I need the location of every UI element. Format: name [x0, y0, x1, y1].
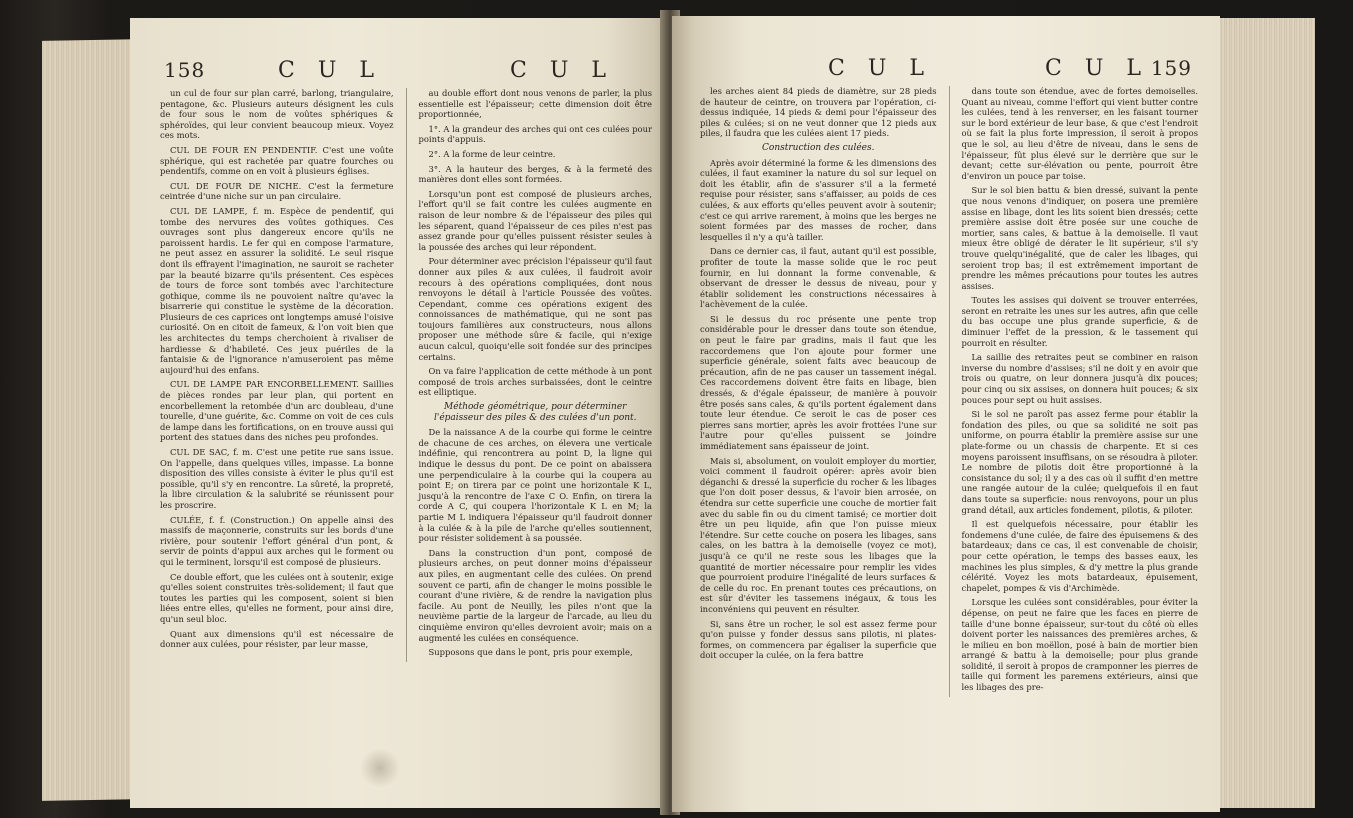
paragraph: On va faire l'application de cette méthode à un pont composé de trois arches surbaissées, dont le ceintre est elliptique. [418, 366, 652, 398]
right-page [672, 16, 1220, 812]
left-page-header [160, 54, 652, 88]
paragraph: Construction des culées. [762, 142, 875, 153]
paragraph: Supposons que dans le pont, pris pour exemple, [428, 647, 633, 658]
ink-smudge [360, 748, 400, 788]
paragraph: CUL DE LAMPE, f. m. Espèce de pendentif, qui tombe des nervures des voûtes gothiques. Ces ouvrages sont plus dangereux encore qu'ils ne paroissent hardis. Le fer qui en compose l'armature, ne peut assez en assurer la solidité. Le seul risque dont ils effrayent l'imagination, ne sauroit se racheter par la beauté bizarre qu'ils présentent. Ces espèces de tours de force sont tombés avec l'architecture gothique, comme ils ne pouvoient naître qu'avec la bisarrerie qui constitue le système de la décoration. Plusieurs de ces caprices ont longtemps amusé l'oisive curiosité. On en citoit de fameux, & l'on voit bien que les architectes du temps cherchoient à rivaliser de hardiesse & d'habileté. Ces jeux puériles de la fantaisie & de l'ignorance n'amuseroient pas même aujourd'hui des enfans. [160, 205, 394, 375]
column-rule [406, 88, 407, 662]
paragraph: Quant aux dimensions qu'il est nécessaire de donner aux culées, pour résister, par leur masse, [160, 628, 394, 650]
right-column-1 [700, 86, 937, 697]
paragraph: Méthode géométrique, pour déterminer l'épaisseur des piles & des culées d'un pont. [433, 402, 637, 423]
paragraph: 3°. A la hauteur des berges, & à la fermeté des manières dont elles sont formées. [418, 163, 652, 185]
paragraph: les arches aient 84 pieds de diamètre, sur 28 pieds de hauteur de ceintre, on trouvera par l'opération, ci-dessus indiquée, 14 pieds & demi pour l'épaisseur des piles & culées; si on ne veut donner que 12 pieds aux piles, il faudra que les culées aient 17 pieds. [700, 86, 937, 139]
paragraph: CUL DE FOUR EN PENDENTIF. C'est une voûte sphérique, qui est rachetée par quatre fourches ou pendentifs, comme on en voit à plusieurs églises. [160, 144, 394, 177]
paragraph: au double effort dont nous venons de parler, la plus essentielle est l'épaisseur; cette dimension doit être proportionnée, [418, 88, 652, 120]
left-running-head-1: C U L [278, 58, 382, 83]
paragraph: Lorsqu'un pont est composé de plusieurs arches, l'effort qu'il se fait contre les culées augmente en raison de leur nombre & de l'épaisseur des piles qui les séparent, quand l'épaisseur de ces piles n'est pas assez grande pour qu'elles puissent résister seules à la poussée des arches qui leur répondent. [418, 188, 652, 252]
paragraph: 1°. A la grandeur des arches qui ont ces culées pour points d'appuis. [418, 123, 652, 145]
paragraph: Si le dessus du roc présente une pente trop considérable pour le dresser dans toute son étendue, on peut le faire par gradins, mais il faut que les raccordemens que l'on ajoute pour former une superficie générale, soient faits avec beaucoup de précaution, afin de ne pas causer un tassement inégal. Ces raccordemens doivent être faits en libage, bien dressés, & d'égale épaisseur, de manière à pouvoir être posés sans cales, & qu'ils portent également dans toute leur étendue. Ce seroit le cas de poser ces pierres sans mortier, après les avoir frottées l'une sur l'autre pour qu'elles puissent se joindre immédiatement sans épaisseur de joint. [700, 313, 937, 451]
paragraph: Si, sans être un rocher, le sol est assez ferme pour qu'on puisse y fonder dessus sans pilotis, ni plates-formes, on commencera par égaliser la superficie que doit occuper la culée, on la fera battre [700, 618, 937, 661]
paragraph: Ce double effort, que les culées ont à soutenir, exige qu'elles soient construites très-solidement; il faut que toutes les parties qui les composent, soient si bien liées entre elles, qu'elles ne forment, pour ainsi dire, qu'un seul bloc. [160, 571, 394, 624]
column-rule [949, 86, 950, 697]
paragraph: 2°. A la forme de leur ceintre. [428, 148, 556, 159]
right-column-2 [962, 86, 1199, 697]
paragraph: un cul de four sur plan carré, barlong, triangulaire, pentagone, &c. Plusieurs auteurs désignent les culs de four sous le nom de voûtes sphériques & sphéroïdes, qui leur convient beaucoup mieux. Voyez ces mots. [160, 88, 394, 141]
paragraph: La saillie des retraites peut se combiner en raison inverse du nombre d'assises; s'il ne doit y en avoir que trois ou quatre, on leur donnera jusqu'à dix pouces; pour cinq ou six assises, on donnera huit pouces; & six pouces pour sept ou huit assises. [961, 352, 1198, 405]
right-page-header [700, 52, 1198, 86]
paragraph: CULÉE, f. f. (Construction.) On appelle ainsi des massifs de maçonnerie, construits sur les bords d'une rivière, pour soutenir l'effort général d'un pont, & servir de points d'appui aux arches qui le forment ou qui le terminent, lorsqu'il est composé de plusieurs. [160, 514, 394, 567]
left-page [130, 18, 670, 808]
paragraph: Dans ce dernier cas, il faut, autant qu'il est possible, profiter de toute la masse solide que le roc peut fournir, en lui donnant la forme convenable, & observant de dresser le dessus de niveau, pour y établir solidement les constructions nécessaires à l'achèvement de la culée. [700, 246, 937, 310]
right-running-head-2: C U L [1045, 56, 1149, 81]
right-page-number: 159 [1150, 56, 1192, 80]
left-column-2 [419, 88, 653, 662]
paragraph: CUL DE SAC, f. m. C'est une petite rue sans issue. On l'appelle, dans quelques villes, impasse. La bonne disposition des villes consiste à éviter le plus qu'il est possible, qu'il s'y en rencontre. La sûreté, la propreté, la libre circulation & la salubrité se réunissent pour les proscrire. [160, 447, 394, 510]
left-page-edges [42, 39, 142, 801]
paragraph: Toutes les assises qui doivent se trouver enterrées, seront en retraite les unes sur les autres, afin que celle du bas occupe une plus grande superficie, & de diminuer l'effet de la pression, & le tassement qui pourroit en résulter. [961, 295, 1198, 348]
paragraph: Si le sol ne paroît pas assez ferme pour établir la fondation des piles, ou que sa solidité ne soit pas uniforme, on pourra établir la première assise sur une plate-forme ou un chassis de charpente. Et si ces moyens paroissent insuffisans, on se résoudra à piloter. Le nombre de pilotis doit être proportionné à la consistance du sol; il y a des cas où il suffit d'en mettre une rangée autour de la culée; quelquefois il en faut dans toute sa superficie: nous renvoyons, pour un plus grand détail, aux articles fondement, pilotis, & piloter. [961, 409, 1198, 515]
paragraph: dans toute son étendue, avec de fortes demoiselles. Quant au niveau, comme l'effort qui vient butter contre les culées, tend à les renverser, en les faisant tourner sur le bord extérieur de leur base, & que c'est l'endroit où se fait la plus forte impression, il seroit à propos que le sol, au lieu d'être de niveau, dans le sens de l'épaisseur, fût plus élevé sur le derrière que sur le devant; cette sur-élévation ou pente, pourroit être d'environ un pouce par toise. [961, 86, 1198, 181]
paragraph: CUL DE LAMPE PAR ENCORBELLEMENT. Saillies de pièces rondes par leur plan, qui portent en encorbellement la retombée d'un arc doubleau, d'une tourelle, d'une guérite, &c. Comme on voit de ces culs de lampe dans les fortifications, on en trouve aussi qui portent des statues dans des niches peu profondes. [160, 379, 394, 443]
paragraph: Pour déterminer avec précision l'épaisseur qu'il faut donner aux piles & aux culées, il faudroit avoir recours à des opérations compliquées, dont nous renvoyons le détail à l'article Poussée des voûtes. Cependant, comme ces opérations exigent des connoissances de mathématique, qui ne sont pas toujours familières aux constructeurs, nous allons proposer une méthode sûre & facile, qui n'exige aucun calcul, quoiqu'elle soit fondée sur des principes certains. [418, 256, 652, 362]
paragraph: Après avoir déterminé la forme & les dimensions des culées, il faut examiner la nature du sol sur lequel on doit les établir, afin de s'assurer s'il a la fermeté requise pour résister, sans s'affaisser, au poids de ces culées, & aux efforts qu'elles peuvent avoir à soutenir; c'est ce qui arrive rarement, à moins que les berges ne soient formées par des masses de rocher, dans lesquelles il n'y a qu'à tailler. [700, 157, 937, 242]
right-running-head-1: C U L [828, 56, 932, 81]
paragraph: CUL DE FOUR DE NICHE. C'est la fermeture ceintrée d'une niche sur un pan circulaire. [160, 180, 394, 202]
paragraph: Lorsque les culées sont considérables, pour éviter la dépense, on peut ne faire que les faces en pierre de taille d'une bonne épaisseur, sur-tout du côté où elles doivent porter les naissances des premières arches, & le milieu en bon moëllon, posé à bain de mortier bien arrangé & battu à la demoiselle; pour plus grande solidité, il seroit à propos de cramponner les pierres de taille qui forment les paremens extérieurs, ainsi que les libages des pre- [961, 597, 1198, 693]
paragraph: De la naissance A de la courbe qui forme le ceintre de chacune de ces arches, on élevera une verticale indéfinie, qui rencontrera au point D, la ligne qui indique le dessus du pont. De ce point on abaissera une perpendiculaire à la courbe qui la coupera au point E; on tirera par ce point une horizontale K L, jusqu'à la rencontre de l'axe C O. Enfin, on tirera la corde A C, qui coupera l'horizontale K L en M; la partie M L indiquera l'épaisseur qu'il faudroit donner à la culée & à la pile de l'arche qu'elles soutiennent, pour résister solidement à sa poussée. [418, 427, 652, 544]
paragraph: Mais si, absolument, on vouloit employer du mortier, voici comment il faudroit opérer: après avoir bien déganchi & dressé la superficie du rocher & les libages que l'on doit poser dessus, & l'avoir bien arrosée, on étendra sur cette superficie une couche de mortier fait avec du sable fin ou du ciment tamisé; ce mortier doit être un peu liquide, afin que l'on puisse mieux l'étendre. Sur cette couche on posera les libages, sans cales, on les battra à la demoiselle (voyez ce mot), jusqu'à ce qu'il ne reste sous les libages que la quantité de mortier nécessaire pour remplir les vides que pourroient produire l'inégalité de leurs surfaces & de celle du roc. En prenant toutes ces précautions, on est sûr d'éviter les tassemens inégaux, & tous les inconvéniens qui peuvent en résulter. [700, 455, 937, 614]
left-running-head-2: C U L [510, 58, 614, 83]
left-column-1 [160, 88, 394, 662]
paragraph: Sur le sol bien battu & bien dressé, suivant la pente que nous venons d'indiquer, on posera une première assise en libage, dont les lits soient bien dressés; cette première assise doit être posée sur une couche de mortier, sans cales, & battue à la demoiselle. Il vaut mieux être obligé de dérater le lit supérieur, s'il s'y trouve quelqu'inégalité, que de caler les libages, qui seroient trop bas; il est extrêmement important de prendre les mêmes précautions pour toutes les autres assises. [961, 185, 1198, 291]
paragraph: Il est quelquefois nécessaire, pour établir les fondemens d'une culée, de faire des épuisemens & des batardeaux; dans ce cas, il est convenable de choisir, pour cette opération, le temps des basses eaux, les machines les plus simples, & d'y mettre la plus grande célérité. Voyez les mots batardeaux, épuisement, chapelet, pompes & vis d'Archimède. [961, 519, 1198, 593]
right-page-edges [1205, 18, 1315, 808]
paragraph: Dans la construction d'un pont, composé de plusieurs arches, on peut donner moins d'épaisseur aux piles, en augmentant celle des culées. On prend souvent ce parti, afin de changer le moins possible le courant d'une rivière, & de rendre la navigation plus facile. Au pont de Neuilly, les piles n'ont que la neuvième partie de la largeur de l'arcade, au lieu du cinquième environ qu'elles devroient avoir; mais on a augmenté les culées en conséquence. [418, 547, 652, 643]
left-page-number: 158 [164, 58, 206, 82]
